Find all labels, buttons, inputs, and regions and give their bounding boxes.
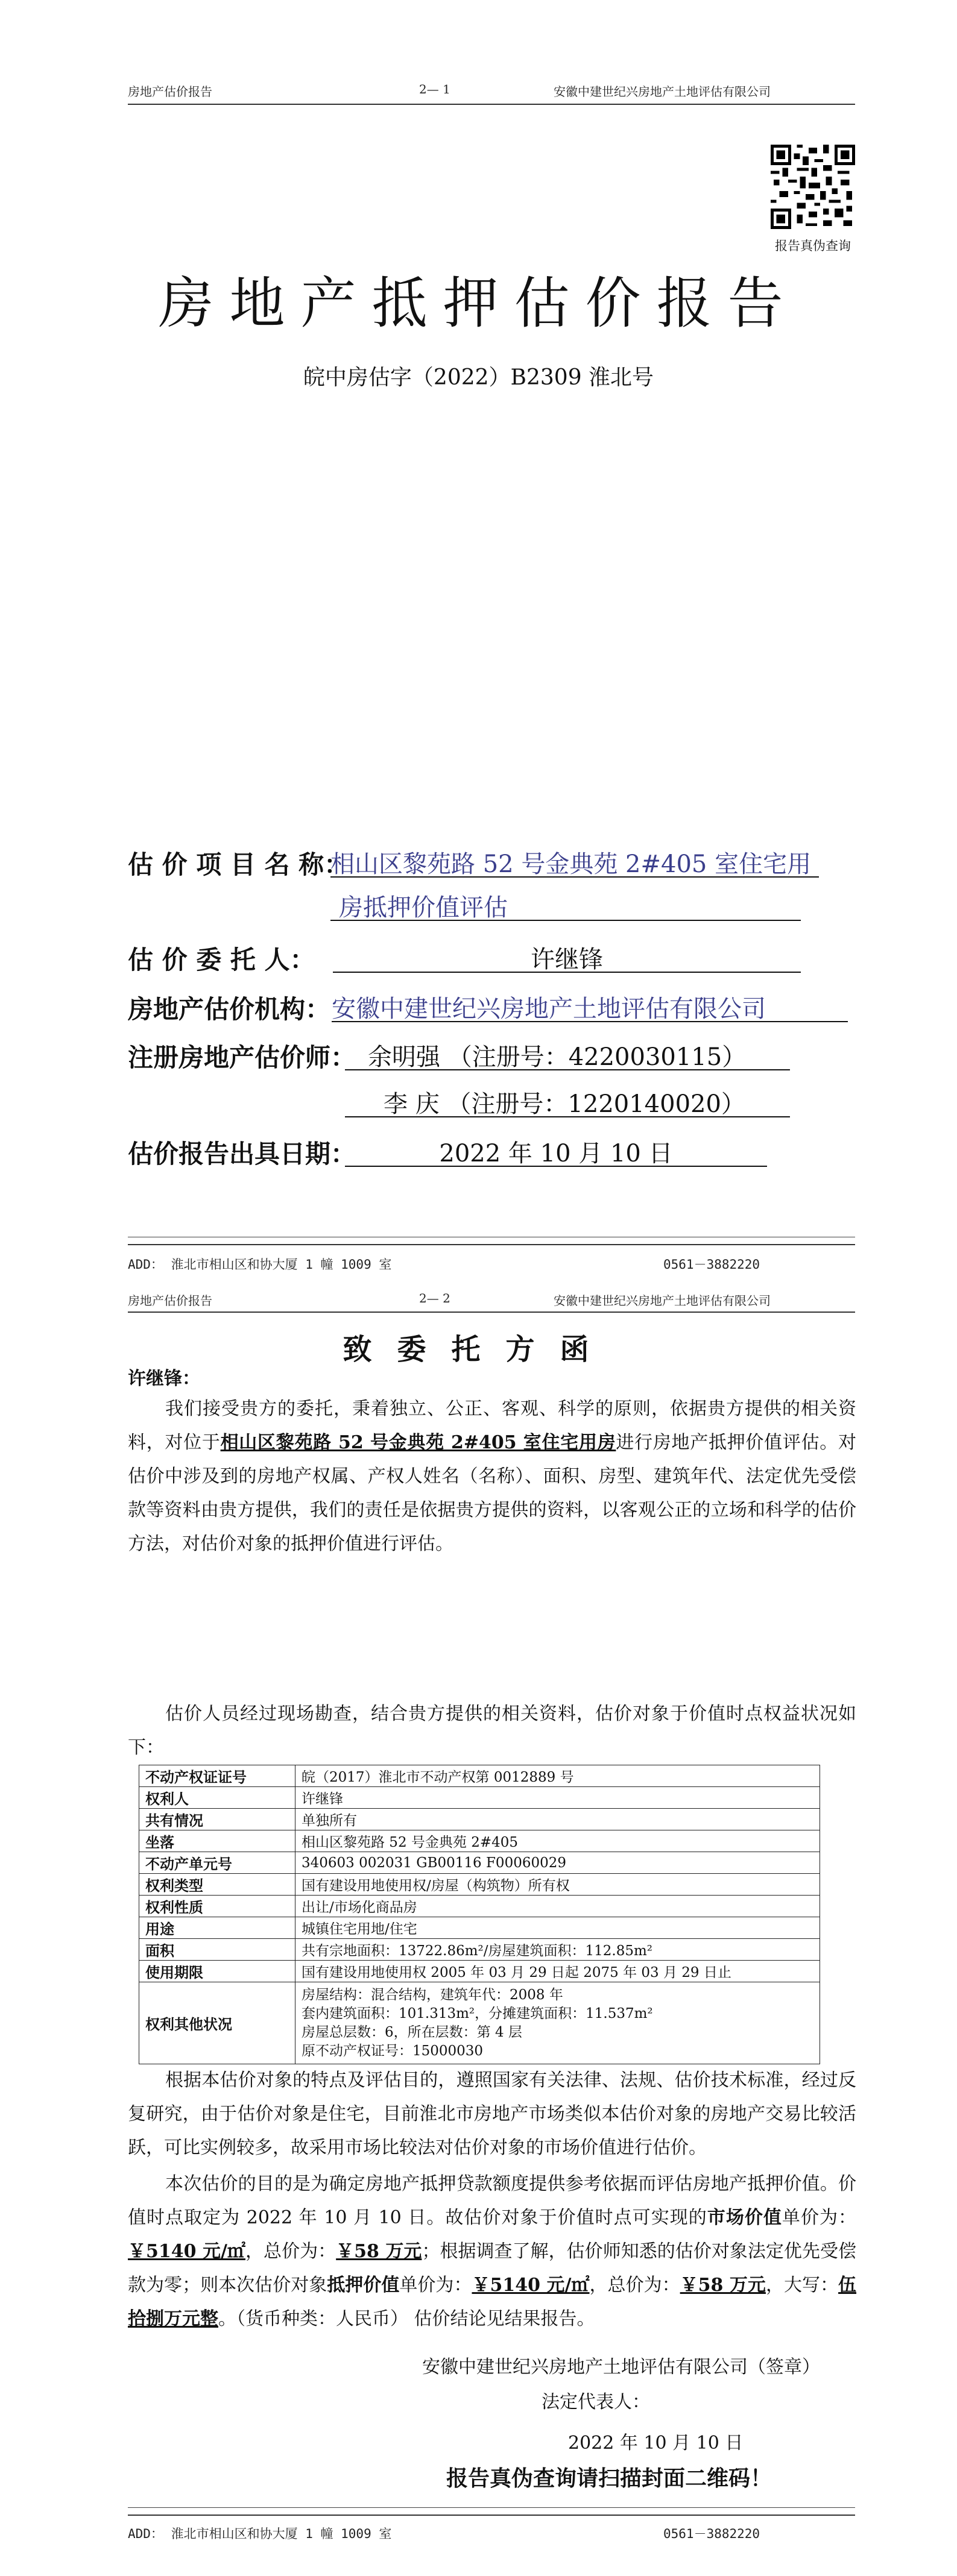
letter-paragraph-4	[128, 2167, 856, 2336]
letter-paragraph-2	[128, 1697, 856, 1765]
footer-phone: 0561－3882220	[663, 1257, 760, 1272]
para1-text: 我们接受贵方的委托，秉着独立、公正、客观、科学的原则，依据贵方提供的相关资料，对位于	[128, 1398, 856, 1453]
table-value: 出让/市场化商品房	[295, 1896, 820, 1917]
table-value-line: 原不动产权证号：15000030	[302, 2043, 484, 2059]
property-rights-table	[139, 1765, 820, 2064]
market-total-price: ￥58 万元	[336, 2241, 422, 2262]
table-key: 使用期限	[139, 1961, 295, 1982]
table-key: 共有情况	[139, 1809, 295, 1830]
property-address: 相山区黎苑路 52 号金典苑 2#405 室住宅用房	[220, 1432, 616, 1453]
letter-title: 致委托方函	[343, 1333, 614, 1366]
table-value-line: 房屋结构：混合结构，建筑年代：2008 年	[302, 1987, 563, 2003]
mortgage-value-label: 抵押价值	[327, 2275, 400, 2296]
footer-address: ADD： 淮北市相山区和协大厦 1 幢 1009 室	[128, 1257, 392, 1272]
para4-text: ，大写：	[765, 2275, 839, 2296]
table-value: 相山区黎苑路 52 号金典苑 2#405	[295, 1830, 820, 1852]
project-underline-2	[330, 920, 801, 921]
table-row	[139, 1896, 820, 1917]
table-value: 国有建设用地使用权 2005 年 03 月 29 日起 2075 年 03 月 29 日止	[295, 1961, 820, 1982]
table-row	[139, 1874, 820, 1896]
signature-company: 安徽中建世纪兴房地产土地评估有限公司（签章）	[422, 2357, 820, 2378]
table-value: 国有建设用地使用权/房屋（构筑物）所有权	[295, 1874, 820, 1896]
table-value: 340603 002031 GB00116 F00060029	[295, 1852, 820, 1874]
project-underline-1	[330, 876, 819, 878]
table-value: 共有宗地面积：13722.86m²/房屋建筑面积：112.85m²	[295, 1939, 820, 1961]
para1-text-cont: 进行房地产抵押价值评估。对估价中涉及到的房地产权属、产权人姓名（名称）、面积、房型、建筑年代、法定优先受偿款等资料由贵方提供，我们的责任是依据贵方提供的资料，以客观公正的立场和科学的估价方法，对估价对象的抵押价值进行评估。	[128, 1432, 856, 1554]
table-value: 许继锋	[295, 1787, 820, 1809]
table-key: 权利类型	[139, 1874, 295, 1896]
table-key: 坐落	[139, 1830, 295, 1852]
page-header-left: 房地产估价报告	[128, 1293, 212, 1308]
table-value: 单独所有	[295, 1809, 820, 1830]
report-number: 皖中房估字（2022）B2309 淮北号	[303, 365, 654, 390]
report-title: 房地产抵押估价报告	[158, 271, 799, 336]
project-name-line2: 房抵押价值评估	[339, 894, 508, 922]
table-row	[139, 1809, 820, 1830]
client-underline	[333, 972, 801, 973]
table-key: 不动产权证证号	[139, 1765, 295, 1787]
para4-text: 单价为：	[782, 2207, 857, 2228]
authenticity-notice: 报告真伪查询请扫描封面二维码！	[446, 2466, 772, 2491]
para4-text: 。（货币种类：人民币） 估价结论见结果报告。	[218, 2308, 595, 2329]
appraiser-underline-1	[345, 1069, 790, 1070]
table-key: 权利其他状况	[139, 1982, 295, 2064]
table-row	[139, 1830, 820, 1852]
market-value-label: 市场价值	[707, 2207, 782, 2228]
para4-text: ；根据调查了解，估价师知悉的估价对象法定优先受偿款为零；则本次估价对象	[128, 2241, 857, 2296]
salutation: 许继锋：	[128, 1368, 200, 1389]
table-row	[139, 1982, 820, 2064]
project-label: 估 价 项 目 名 称：	[128, 850, 350, 879]
table-row	[139, 1852, 820, 1874]
report-date: 2022 年 10 月 10 日	[439, 1140, 673, 1167]
date-underline	[345, 1166, 767, 1167]
table-key: 面积	[139, 1939, 295, 1961]
para2-text: 估价人员经过现场勘查，结合贵方提供的相关资料，估价对象于价值时点权益状况如下：	[128, 1703, 856, 1758]
mortgage-total-price: ￥58 万元	[680, 2275, 766, 2296]
amount-in-words: 伍拾捌万元整	[128, 2275, 857, 2329]
header-rule	[128, 1312, 855, 1313]
table-row	[139, 1917, 820, 1939]
table-value: 城镇住宅用地/住宅	[295, 1917, 820, 1939]
table-value	[295, 1982, 820, 2064]
appraiser-label: 注册房地产估价师：	[128, 1043, 356, 1072]
client-name: 许继锋	[531, 946, 603, 973]
appraiser-underline-2	[345, 1116, 790, 1117]
table-key: 用途	[139, 1917, 295, 1939]
para4-text: ，总价为：	[245, 2241, 336, 2262]
letter-paragraph-3	[128, 2064, 856, 2165]
appraiser-2: 李 庆 （注册号：1220140020）	[384, 1090, 745, 1118]
market-unit-price: ￥5140 元/㎡	[128, 2241, 246, 2262]
footer-rule-top	[128, 2507, 855, 2508]
footer-phone: 0561－3882220	[663, 2527, 760, 2541]
para4-text: 单价为：	[399, 2275, 472, 2296]
mortgage-unit-price: ￥5140 元/㎡	[472, 2275, 590, 2296]
table-key: 不动产单元号	[139, 1852, 295, 1874]
table-row	[139, 1961, 820, 1982]
table-key: 权利性质	[139, 1896, 295, 1917]
client-label: 估 价 委 托 人：	[128, 945, 315, 975]
appraiser-1: 余明强 （注册号：4220030115）	[368, 1043, 747, 1071]
table-value: 皖（2017）淮北市不动产权第 0012889 号	[295, 1765, 820, 1787]
table-row	[139, 1765, 820, 1787]
agency-label: 房地产估价机构：	[128, 994, 331, 1024]
letter-paragraph-1	[128, 1392, 856, 1561]
qr-caption: 报告真伪查询	[775, 239, 851, 253]
page-header-number: 2— 2	[419, 1291, 450, 1305]
date-label: 估价报告出具日期：	[128, 1139, 356, 1169]
para3-text: 根据本估价对象的特点及评估目的，遵照国家有关法律、法规、估价技术标准，经过反复研究，由于估价对象是住宅，目前淮北市房地产市场类似本估价对象的房地产交易比较活跃，可比实例较多，故采用市场比较法对估价对象的市场价值进行估价。	[128, 2070, 856, 2158]
page-header-number: 2— 1	[419, 82, 450, 96]
signature-date: 2022 年 10 月 10 日	[568, 2433, 744, 2454]
table-value-line: 套内建筑面积：101.313m²，分摊建筑面积：11.537m²	[302, 2005, 653, 2022]
page-header-left: 房地产估价报告	[128, 84, 212, 99]
table-key: 权利人	[139, 1787, 295, 1809]
table-row	[139, 1939, 820, 1961]
page-header-company: 安徽中建世纪兴房地产土地评估有限公司	[554, 84, 771, 99]
para4-text: 本次估价的目的是为确定房地产抵押贷款额度提供参考依据而评估房地产抵押价值。价值时点取定为 2022 年 10 月 10 日。故估价对象于价值时点可实现的	[128, 2173, 856, 2228]
footer-address: ADD： 淮北市相山区和协大厦 1 幢 1009 室	[128, 2527, 392, 2541]
table-value-line: 房屋总层数：6，所在层数：第 4 层	[302, 2024, 522, 2040]
signature-representative: 法定代表人：	[542, 2392, 650, 2413]
footer-rule-bottom	[128, 1244, 855, 1245]
qr-code-icon[interactable]	[771, 145, 855, 229]
header-rule	[128, 104, 855, 105]
agency-name: 安徽中建世纪兴房地产土地评估有限公司	[332, 995, 766, 1023]
agency-underline	[332, 1021, 848, 1022]
footer-rule-bottom	[128, 2515, 855, 2516]
page-header-company: 安徽中建世纪兴房地产土地评估有限公司	[554, 1293, 771, 1308]
project-name-line1: 相山区黎苑路 52 号金典苑 2#405 室住宅用	[330, 850, 812, 878]
para4-text: ，总价为：	[589, 2275, 680, 2296]
table-row	[139, 1787, 820, 1809]
